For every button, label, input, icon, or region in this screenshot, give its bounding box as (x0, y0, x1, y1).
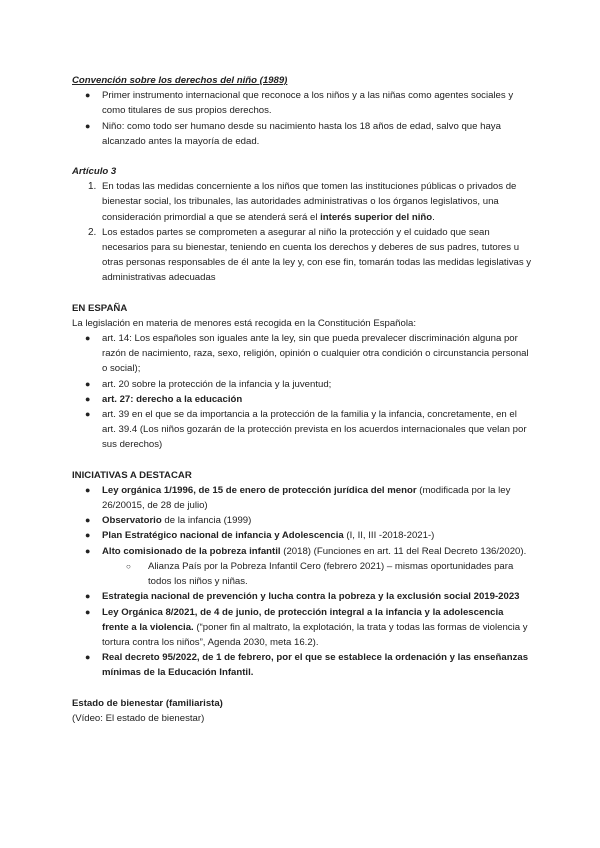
spain-section (72, 301, 532, 453)
bullet-icon: ● (85, 530, 91, 541)
article3-list (72, 179, 532, 285)
bullet-icon: ● (85, 606, 91, 617)
list-item: ● art. 39 en el que se da importancia a la protección de la familia y la infancia, concretamente, en el art. 39.4 (Los niños gozarán de la protección prevista en los acuerdos internacionales que velan por sus derechos) (72, 407, 532, 453)
convention-title: Convención sobre los derechos del niño (1989) (72, 75, 288, 86)
list-number: 1. (88, 181, 97, 193)
list-item: ● Real decreto 95/2022, de 1 de febrero, por el que se establece la ordenación y las enseñanzas mínimas de la Educación Infantil. (72, 650, 532, 680)
list-item: 1. En todas las medidas concerniente a los niños que tomen las instituciones públicas o privados de bienestar social, los tribunales, las autoridades administrativas o los órganos legislativos, una consideración primordial a que se atenderá será el interés superior del niño. (72, 179, 532, 225)
list-item: ● art. 14: Los españoles son iguales ante la ley, sin que pueda prevalecer discriminación alguna por razón de nacimiento, raza, sexo, religión, opinión o cualquier otra condición o circunstancia personal o social); (72, 331, 532, 377)
welfare-section (72, 696, 532, 726)
article3-title: Artículo 3 (72, 166, 117, 178)
bullet-icon: ● (85, 591, 91, 602)
list-item: ● art. 27: derecho a la educación (72, 392, 532, 407)
list-number: 2. (88, 226, 97, 238)
welfare-title: Estado de bienestar (familiarista) (72, 697, 223, 709)
sub-list-item: ○ Alianza País por la Pobreza Infantil Cero (febrero 2021) – mismas oportunidades para todos los niños y niñas. (72, 559, 532, 589)
bullet-icon: ● (85, 515, 91, 526)
convention-section (72, 73, 532, 149)
initiatives-list (72, 483, 532, 681)
list-item: ● Ley orgánica 1/1996, de 15 de enero de protección jurídica del menor (modificada por la ley 26/20015, de 28 de julio) (72, 483, 532, 513)
hollow-bullet-icon: ○ (126, 561, 131, 571)
list-item: ● art. 20 sobre la protección de la infancia y la juventud; (72, 377, 532, 392)
bullet-icon: ● (85, 652, 91, 663)
bullet-icon: ● (85, 378, 91, 389)
bullet-icon: ● (85, 90, 91, 101)
bullet-icon: ● (85, 120, 91, 131)
list-item: ● Primer instrumento internacional que reconoce a los niños y a las niñas como agentes sociales y como titulares de sus propios derechos. (72, 88, 532, 118)
bullet-icon: ● (85, 484, 91, 495)
list-item: 2. Los estados partes se comprometen a asegurar al niño la protección y el cuidado que sean necesarios para su bienestar, teniendo en cuenta los derechos y deberes de sus padres, tutores u otras personas responsables de él ante la ley y, con ese fin, tomarán todas las medidas legislativas y administrativas adecuadas (72, 225, 532, 286)
list-item: ● Ley Orgánica 8/2021, de 4 de junio, de protección integral a la infancia y la adolescencia frente a la violencia. (“poner fin al maltrato, la explotación, la trata y todas las formas de violencia y tortura contra los niños”, Agenda 2030, meta 16.2). (72, 605, 532, 651)
initiatives-section (72, 468, 532, 681)
spain-intro: La legislación en materia de menores está recogida en la Constitución Española: (72, 317, 416, 329)
list-item: ● Observatorio de la infancia (1999) (72, 513, 532, 528)
list-item: ● Plan Estratégico nacional de infancia y Adolescencia (I, II, III -2018-2021-) (72, 528, 532, 543)
bullet-icon: ● (85, 409, 91, 420)
spain-list (72, 331, 532, 453)
initiatives-title: INICIATIVAS A DESTACAR (72, 469, 192, 481)
article3-section (72, 164, 532, 286)
list-item: ● Estrategia nacional de prevención y lucha contra la pobreza y la exclusión social 2019-2023 (72, 589, 532, 604)
list-item: ● Niño: como todo ser humano desde su nacimiento hasta los 18 años de edad, salvo que haya alcanzado antes la mayoría de edad. (72, 119, 532, 149)
convention-list (72, 88, 532, 149)
bullet-icon: ● (85, 545, 91, 556)
welfare-video-note: (Vídeo: El estado de bienestar) (72, 712, 205, 724)
bullet-icon: ● (85, 333, 91, 344)
spain-title: EN ESPAÑA (72, 302, 128, 314)
bullet-icon: ● (85, 393, 91, 404)
document-page (72, 73, 532, 726)
list-item: ● Alto comisionado de la pobreza infantil (2018) (Funciones en art. 11 del Real Decreto 136/2020). (72, 544, 532, 559)
